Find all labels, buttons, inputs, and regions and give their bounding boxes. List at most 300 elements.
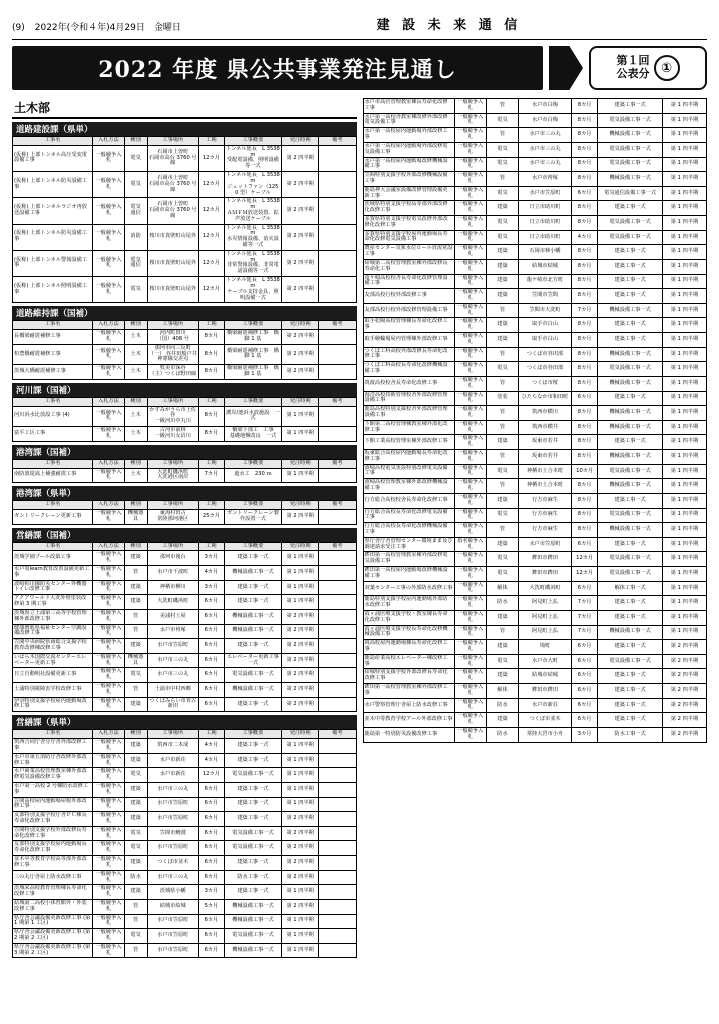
table-cell: 機械設備工事一式 [598,406,663,421]
table-cell: 第 1 四半期 [282,914,319,929]
table-cell: 友部高校行校外部改修工事 [363,289,454,304]
table-cell: 筑西合同庁舎分庁舎外部改修工事 [13,739,93,754]
table-cell: 電気設備工事一式 [224,841,281,856]
table-cell: つくば市並木 [147,856,199,871]
table-cell: 土木 [124,344,147,364]
table-cell: 電気 [486,552,518,567]
left-column [12,98,357,998]
table-cell: 笠間中央病院県南総合支援学校教育改修棟改修工事 [13,639,93,654]
table-cell: 8カ月 [199,427,225,442]
table-cell: 建築工事一式 [224,739,281,754]
table-cell: 第 1 四半期 [662,376,706,391]
table-cell: 水戸市三の丸 [519,142,572,157]
table-cell: 第 1 四半期 [662,479,706,494]
table-cell: 第 1 四半期 [662,537,706,552]
table-cell: 水戸市笠原町 [519,186,572,201]
table-cell: 一般競争入札 [454,362,486,377]
table-cell: 一般競争入札 [93,551,124,566]
table-cell: 一般競争入札 [454,113,486,128]
table-cell: 水戸市三の丸 [519,157,572,172]
table-cell: 一般競争入札 [454,318,486,333]
table-cell: 笠間市笠間 [519,289,572,304]
column-header: 工事名 [13,397,93,406]
table-cell: 下館工業高校管理室棟外部改修工事 [363,435,454,450]
table-cell: 建築工事一式 [224,639,281,654]
table-cell: 水戸市白梅 [519,113,572,128]
table-cell: 一般競争入札 [454,552,486,567]
table-cell: 3カ月 [571,727,597,742]
table-cell: 12カ月 [199,224,225,250]
table-cell: 一般競争入札 [454,406,486,421]
table-cell: 建築工事一式 [224,856,281,871]
table-row [13,914,357,929]
table-cell: 大洗町磯浜町 大洗港区南岸 [147,468,199,483]
table-cell: 茨城大橋耐震補修工事 [13,365,93,380]
table-cell: 友部特別支援学校庁舎ＰＣ棟長寿命化改修工事 [13,812,93,827]
table-cell: 第 2 四半期 [282,683,319,698]
table-cell: 第 1 四半期 [662,581,706,596]
table-cell: 笠間市大洗町 [519,303,572,318]
table-cell: (仮称) 上部トンネルラジオ再放送設備工事 [13,198,93,224]
table-cell: 第 1 四半期 [662,259,706,274]
table-cell: 解体工事一式 [598,581,663,596]
table-cell: 行方市麻生 [519,508,572,523]
table-cell: 第 1 四半期 [662,567,706,582]
table-cell: 双葉センター工事の外部防水改修工事 [363,581,454,596]
table-cell: 機械設備工事一式 [598,376,663,391]
table-cell: 解体 [486,581,518,596]
table-cell: 龍ケ崎市北方町 [519,274,572,289]
table-cell: 第 2 四半期 [282,899,319,914]
table-cell [319,609,356,624]
table-cell: 第 1 四半期 [282,885,319,900]
table-cell: 鉾田第一高校屋内運動場改修機械設備工事 [363,567,454,582]
table-cell: 第 1 四半期 [662,420,706,435]
table-cell: 第 1 四半期 [662,362,706,377]
table-row [13,509,357,524]
table-cell: 第 2 四半期 [282,609,319,624]
table-row [13,551,357,566]
table-row [363,567,707,582]
table-cell: 電気設備工事一式 [598,157,663,172]
table-cell: 第 2 四半期 [282,250,319,276]
table-row [363,654,707,669]
table-row [13,653,357,668]
table-cell: 6カ月 [199,914,225,929]
table-cell: 水戸市白梅 [519,99,572,114]
table-cell: 建築工事一式 [598,669,663,684]
table-cell: つくば市桜 [519,376,572,391]
table-cell: 水戸市新荘 [519,698,572,713]
table-cell [319,595,356,610]
table-cell: 7カ月 [571,610,597,625]
table-cell: (仮称) 上部トンネル防災設備工事 [13,172,93,198]
table-cell: 建築 [486,245,518,260]
column-header: 工事場所 [147,542,199,551]
table-cell [319,668,356,683]
content-columns [12,98,707,998]
table-cell: 茨城栄高校教育管理棟長寿命化改修工事 [13,885,93,900]
table-row [363,289,707,304]
table-cell: 一般競争入札 [93,468,124,483]
table-cell: (仮称) 上部トンネル警報設備工事 [13,250,93,276]
table-row [363,99,707,114]
table-cell [319,145,356,171]
table-cell: 建築 [486,669,518,684]
table-row [13,624,357,639]
column-header: 工事場所 [147,321,199,330]
column-header: 種別 [124,137,147,146]
table-cell: 農産センター気象水位ロール直流常設工事 [363,245,454,260]
table-cell: 土木 [124,427,147,442]
table-cell: 一般競争入札 [93,841,124,856]
table-row [363,142,707,157]
headline-banner [12,46,543,90]
table-cell: 結城市結城 [519,669,572,684]
right-continuation-table [363,98,708,743]
table-cell: 電気設備工事一式 [598,464,663,479]
column-header: 工事概要 [224,542,281,551]
table-cell: 12カ月 [571,552,597,567]
column-header: 種別 [124,542,147,551]
table-cell: 護岸/池浜水放施設 一式 [224,406,281,426]
table-cell: 12カ月 [199,277,225,303]
table-cell: 機械器具 [124,509,147,524]
table-cell: 一般競争入札 [93,668,124,683]
table-cell: 電気設備工事一式 [598,142,663,157]
table-cell [319,914,356,929]
table-cell: 電気設備工事一式 [598,113,663,128]
table-cell: 筑西市横川 [519,406,572,421]
table-cell: 波崎柏川線防災センター外機器トイレ改修工事 [13,580,93,595]
table-row [363,391,707,406]
table-cell: 建築 [486,493,518,508]
table-cell: 第 1 四半期 [662,216,706,231]
table-cell: 建築 [124,812,147,827]
table-cell: 阿見町上払 [519,625,572,640]
table-cell: 石岡市柿小幡 [519,245,572,260]
table-row [363,669,707,684]
table-cell: 建築工事一式 [598,274,663,289]
column-header: 種別 [124,397,147,406]
table-cell: 6カ月 [199,609,225,624]
column-header: 種別 [124,321,147,330]
table-cell: ガントリークレーン製作設置一式 [224,509,281,524]
table-cell: 美浦村土屋 [147,609,199,624]
table-cell: 一般競争入札 [93,812,124,827]
table-cell: 電気設備工事一式 [224,826,281,841]
table-cell: 一般競争入札 [93,885,124,900]
table-cell: 霞ヶ浦医療支援学校・教室棟長寿命化改修工事 [363,610,454,625]
table-cell [319,406,356,426]
table-cell: 第 2 四半期 [282,668,319,683]
table-cell: 古河市前林 一級河川女沼川 [147,427,199,442]
table-cell: 10カ月 [571,464,597,479]
section-header: 道路維持課（国補） [12,306,357,320]
table-cell: 7カ月 [571,596,597,611]
table-cell: 筑西市横井 [519,420,572,435]
table-cell: 管 [124,683,147,698]
table-cell [319,653,356,668]
table-cell: 電気 [486,508,518,523]
table-cell: 電気設備工事一式 [598,230,663,245]
table-cell: 建築 [486,318,518,333]
table-cell [319,365,356,380]
table-cell: 一般競争入札 [93,653,124,668]
table-cell: 神栖市土合本町 [519,464,572,479]
table-cell: 防水 [486,698,518,713]
table-row [363,406,707,421]
table-cell: 一般競争入札 [454,259,486,274]
table-cell: 土浦市中村西郷 [147,683,199,698]
table-cell: 7カ月 [571,625,597,640]
table-cell: 8カ月 [199,330,225,345]
table-cell: 橋梁下部工 工事 基礎地盤改良 一式 [224,427,281,442]
column-header: 工事名 [13,501,93,510]
table-row [363,347,707,362]
table-cell: アクアワールド大洗外壁塗装改修第 3 期工事 [13,595,93,610]
table-cell: 一般競争入札 [93,427,124,442]
table-cell: 8カ月 [571,406,597,421]
table-cell: 並木中等教育学校アール外部改修工事 [363,713,454,728]
table-row [363,727,707,742]
table-cell: 建築 [486,333,518,348]
table-row [363,625,707,640]
table-cell: 防水工事一式 [598,727,663,742]
table-cell: 竜ケ崎高校校舎長寿命化改修管理設備工事 [363,274,454,289]
table-cell: 桜川市真壁町山尾外 [147,277,199,303]
section-header: 道路建設課（県単） [12,122,357,136]
table-cell: 指名競争入札 [454,537,486,552]
table-cell: 8カ月 [571,347,597,362]
table-cell: 結城第二高校小体育館外・外装改修工事 [13,899,93,914]
table-cell: 鹿島高校特別支援校舎外部改修管理設備工事 [363,406,454,421]
table-cell: 機械設備工事一式 [224,566,281,581]
table-cell: 電気設備工事一式 [598,508,663,523]
table-cell: 機械設備工事一式 [224,943,281,958]
table-cell: 第 1 四半期 [662,435,706,450]
table-cell: 茨城県小幡 [147,885,199,900]
table-cell: 河川浜水比放設工事 (4) [13,406,93,426]
column-header: 発注時期 [282,542,319,551]
table-cell: 8カ月 [199,365,225,380]
table-cell: 建築 [486,201,518,216]
column-header: 入札方法 [93,730,124,739]
table-row [13,277,357,303]
table-cell: 3カ月 [199,551,225,566]
table-cell: 石岡市上曽町 石岡市高台 3760 号線 [147,145,199,171]
table-cell: 多賀県特別支援学校屋内運動場長寿命化改修電気設備工事 [363,230,454,245]
table-cell [319,697,356,712]
table-cell: 第 1 四半期 [662,201,706,216]
table-cell: 管 [486,172,518,187]
table-cell [319,330,356,345]
table-cell: 第 1 四半期 [282,797,319,812]
table-row [363,128,707,143]
table-cell: 建築 [486,610,518,625]
table-cell: 第 1 四半期 [662,464,706,479]
table-cell: 一般競争入札 [93,509,124,524]
table-cell: 建築 [124,856,147,871]
table-cell: 一般競争入札 [454,420,486,435]
table-cell: 一般競争入札 [93,943,124,958]
table-cell: 石岡市上曽町 石岡市高台 3760 号線 [147,172,199,198]
table-cell: 管 [124,609,147,624]
table-cell: 一般競争入札 [454,128,486,143]
table-row [13,250,357,276]
column-header: 発注時期 [282,501,319,510]
table-row [13,580,357,595]
table-cell: 第 1 四半期 [282,580,319,595]
table-cell: 第 1 四半期 [662,625,706,640]
issue-date: 2022年(令和４年)4月29日 金曜日 [34,23,181,33]
edition-line-1: 第１回 [616,54,650,68]
table-cell: 取手競輪場屋内管理棟外部改修工事 [363,333,454,348]
table-cell: 第 1 四半期 [662,274,706,289]
table-cell: 第 2 四半期 [282,870,319,885]
table-cell: 多賀県特別支援学校電気改修外部改修化改修工事 [363,216,454,231]
table-cell: 水戸市三の丸 [147,668,199,683]
column-header: 備考 [319,397,356,406]
table-cell: 茨城県立土浦第三高等学校管理棟外部改修工事 [13,609,93,624]
table-cell: つくば工科高校長寿命化改修機械設備工事 [363,362,454,377]
table-cell: 一般競争入札 [93,566,124,581]
table-cell: 鉾田市鉾田 [519,567,572,582]
table-row [13,683,357,698]
table-cell: 6カ月 [571,186,597,201]
table-cell: 4カ月 [199,566,225,581]
banner-row [12,46,707,90]
table-row [13,753,357,768]
table-row [363,157,707,172]
table-cell: 一般競争入札 [454,303,486,318]
table-cell: 一般競争入札 [93,609,124,624]
table-cell: 第 2 四半期 [282,624,319,639]
table-cell: 一般競争入札 [454,347,486,362]
table-cell: 茨城学園プール改築工事 [13,551,93,566]
table-row [13,224,357,250]
edition-line-2: 公表分 [616,67,650,80]
arrow-shape [549,46,583,90]
work-table [12,500,357,524]
column-header: 種別 [124,730,147,739]
table-cell: 県庁舎会議設備更新改修工事 (第 1 期第 1 工区) [13,914,93,929]
table-cell: 水戸第一高校屋内運動場外部改修電気設備工事 [363,142,454,157]
table-cell: 一般競争入札 [454,450,486,465]
table-cell: 一般競争入札 [454,274,486,289]
right-column [363,98,708,998]
table-cell: 電気設備工事一式 [224,668,281,683]
table-cell: 一般競争入札 [93,739,124,754]
table-cell: 一般競争入札 [454,669,486,684]
column-header: 工事概要 [224,397,281,406]
table-cell: 第 1 四半期 [662,450,706,465]
table-cell: 建築工事一式 [598,245,663,260]
table-cell: 第 1 四半期 [282,782,319,797]
table-cell: 機械設備工事一式 [224,624,281,639]
table-cell: 6カ月 [199,943,225,958]
table-cell: 6カ月 [199,624,225,639]
table-cell: 6カ月 [571,654,597,669]
section-header: 港湾課（県単） [12,486,357,500]
table-cell: 機械器具 [124,653,147,668]
table-cell: 第 1 四半期 [662,493,706,508]
table-cell: 機械設備工事一式 [598,479,663,494]
table-row [363,479,707,494]
table-cell: 結城市結城 [519,259,572,274]
table-cell: 建築工事一式 [598,493,663,508]
table-cell: (仮称) 上部トンネル防災設備工事 [13,224,93,250]
table-cell: 8カ月 [571,259,597,274]
section-header: 営繕課（県単） [12,715,357,729]
table-cell: 水戸市高官管理教室棟長寿命化改修工事 [363,99,454,114]
table-row [363,464,707,479]
table-cell: 8カ月 [571,333,597,348]
table-cell [319,870,356,885]
table-cell: 電気 [486,567,518,582]
table-cell: 土木 [124,330,147,345]
table-cell: 第 2 四半期 [282,653,319,668]
table-cell: 一般競争入札 [93,250,124,276]
table-cell: 防水 [486,596,518,611]
table-cell: 東海村田古 常陸那珂港区 [147,509,199,524]
table-cell: 6カ月 [571,537,597,552]
table-cell: 8カ月 [571,201,597,216]
column-header: 種別 [124,501,147,510]
table-row [13,145,357,171]
table-cell: 桜川市真壁町山尾外 [147,224,199,250]
table-cell: 桓豊橋耐震補修工事 [13,344,93,364]
table-cell: 電気 [486,157,518,172]
table-row [363,259,707,274]
table-cell: 管 [486,99,518,114]
table-row [363,713,707,728]
table-cell: 機械設備工事一式 [224,914,281,929]
table-cell: 水戸第一高校屋内運動場改修機械設備工事 [363,157,454,172]
masthead-divider [12,39,707,40]
table-cell: 建築 [124,797,147,812]
table-cell: 管 [124,943,147,958]
table-cell: 建築 [124,580,147,595]
work-table [12,397,357,442]
table-cell: 建築 [124,753,147,768]
table-cell: 行方総合高校長寿命化改修電気設備工事 [363,508,454,523]
edition-circle-number: ① [654,55,680,81]
table-cell: 電気 [486,464,518,479]
table-cell: 健康増進県福祉センター空調設備改修工事 [13,624,93,639]
table-cell: 12カ月 [199,172,225,198]
table-row [13,198,357,224]
table-cell: トンネル延長 L 3538 m 水災情報設備、消火設備等一式 [224,224,281,250]
table-cell: 第 2 四半期 [282,697,319,712]
table-cell: 一般競争入札 [454,684,486,699]
table-cell: 25カ月 [199,509,225,524]
table-cell: 一般競争入札 [93,198,124,224]
column-header: 工事場所 [147,730,199,739]
table-cell: 一般競争入札 [93,826,124,841]
table-cell: 消防 [124,224,147,250]
table-cell: 6カ月 [199,841,225,856]
table-cell [319,739,356,754]
table-cell: 桜川市真壁町山尾外 [147,250,199,276]
table-cell: トンネル延長 L 3538 m ジェットファン（1250 型）ケーブル [224,172,281,198]
table-cell: 建築工事一式 [598,259,663,274]
table-cell: 建築工事一式 [224,797,281,812]
column-header: 備考 [319,137,356,146]
table-cell: 6カ月 [199,856,225,871]
column-header: 工事名 [13,459,93,468]
table-row [13,365,357,380]
